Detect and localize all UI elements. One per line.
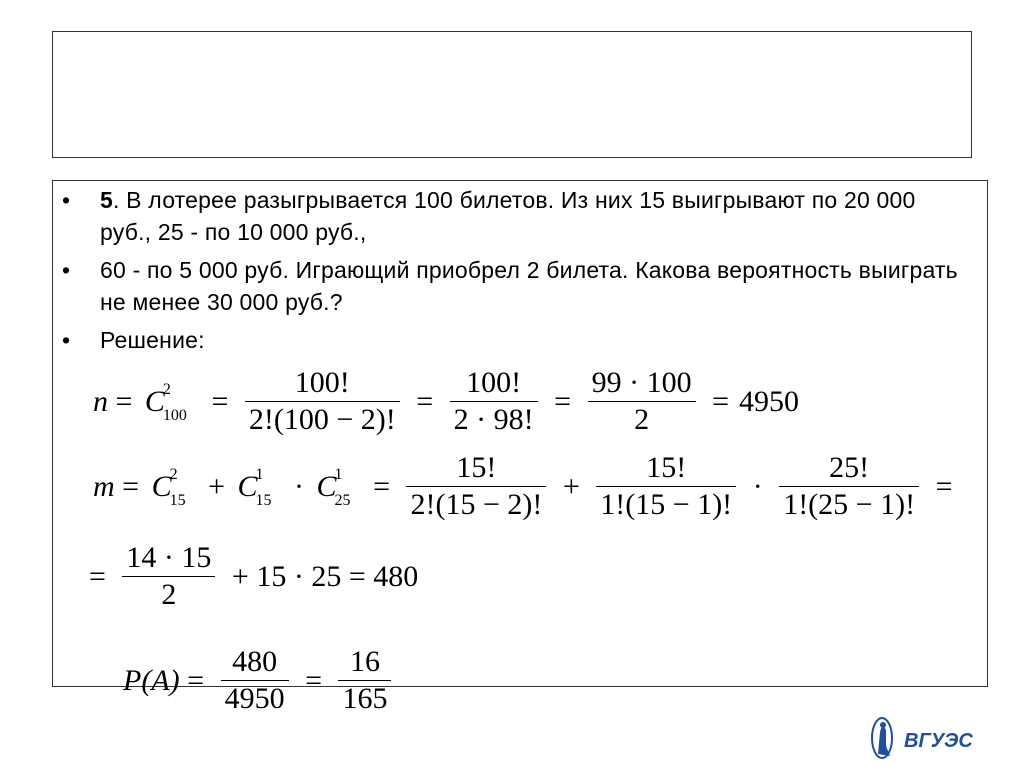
bullet-problem-statement (62, 184, 962, 248)
combination-c-25-1: C 1 25 (316, 465, 351, 509)
bullet-dot: • (62, 257, 71, 283)
combination-c-15-2: C 2 15 (151, 465, 186, 509)
title-placeholder (52, 31, 972, 158)
fraction: $\frac{99 \cdot 100}{2}$ (588, 365, 696, 438)
fraction: $\frac{100!}{2 \cdot 98!}$ (450, 365, 538, 438)
logo-text: ВГУЭС (904, 730, 973, 752)
fraction: $\frac{16}{165}$ (338, 644, 391, 717)
formula-m-continued: = $\frac{14 \cdot 15}{2}$ + 15 · 25 = 480 (89, 541, 419, 611)
formula-probability: P(A) = $\frac{480}{4950}$ = $\frac{16}{165}$ (118, 644, 395, 717)
probability-label: P(A) (123, 663, 180, 697)
bullet-problem-question (62, 254, 962, 318)
bullet-list (62, 184, 962, 362)
var-n: n (93, 384, 108, 418)
fraction: $\frac{25!}{1!(25 - 1)!}$ (779, 450, 919, 523)
result-m: + 15 · 25 = 480 (231, 559, 419, 593)
university-logo (864, 716, 988, 760)
solution-label: Решение: (100, 327, 205, 353)
problem-text-2: 60 - по 5 000 руб. Играющий приобрел 2 билета. Какова вероятность выиграть не менее 30 000 руб.? (100, 257, 958, 315)
logo-emblem-icon (864, 716, 988, 760)
fraction: $\frac{15!}{2!(15 - 2)!}$ (406, 450, 546, 523)
fraction: $\frac{14 \cdot 15}{2}$ (122, 540, 215, 613)
fraction: $\frac{480}{4950}$ (221, 644, 289, 717)
fraction: $\frac{15!}{1!(15 - 1)!}$ (596, 450, 736, 523)
bullet-solution-label (62, 324, 962, 356)
combination-c-100-2: C 2 100 (144, 380, 187, 424)
bullet-dot: • (62, 187, 71, 213)
fraction: $\frac{100!}{2!(100 - 2)!}$ (245, 365, 400, 438)
combination-c-15-1: C 1 15 (237, 465, 272, 509)
formula-n: n = C 2 100 = $\frac{100!}{2!(100 - 2)!}$ = $\frac{100!}{2 \cdot 98!}$ = $\frac{99 \cdot 100}{2}$ = 4950 (93, 366, 799, 436)
formula-m: m = C 2 15 + C 1 15 · C 1 25 = $\frac{15!}{2!(15 - 2)!}$ + $\frac{15!}{1!(15 - 1)!}$ · $\frac{25!}{1!(25 - 1)!}$ = (93, 451, 953, 521)
bullet-dot: • (62, 327, 71, 353)
problem-text-1: . В лотерее разыгрывается 100 билетов. Из них 15 выигрывают по 20 000 руб., 25 - по 10 000 руб., (100, 187, 916, 245)
result-n: 4950 (739, 384, 799, 418)
problem-number: 5 (100, 187, 113, 213)
var-m: m (93, 469, 115, 503)
